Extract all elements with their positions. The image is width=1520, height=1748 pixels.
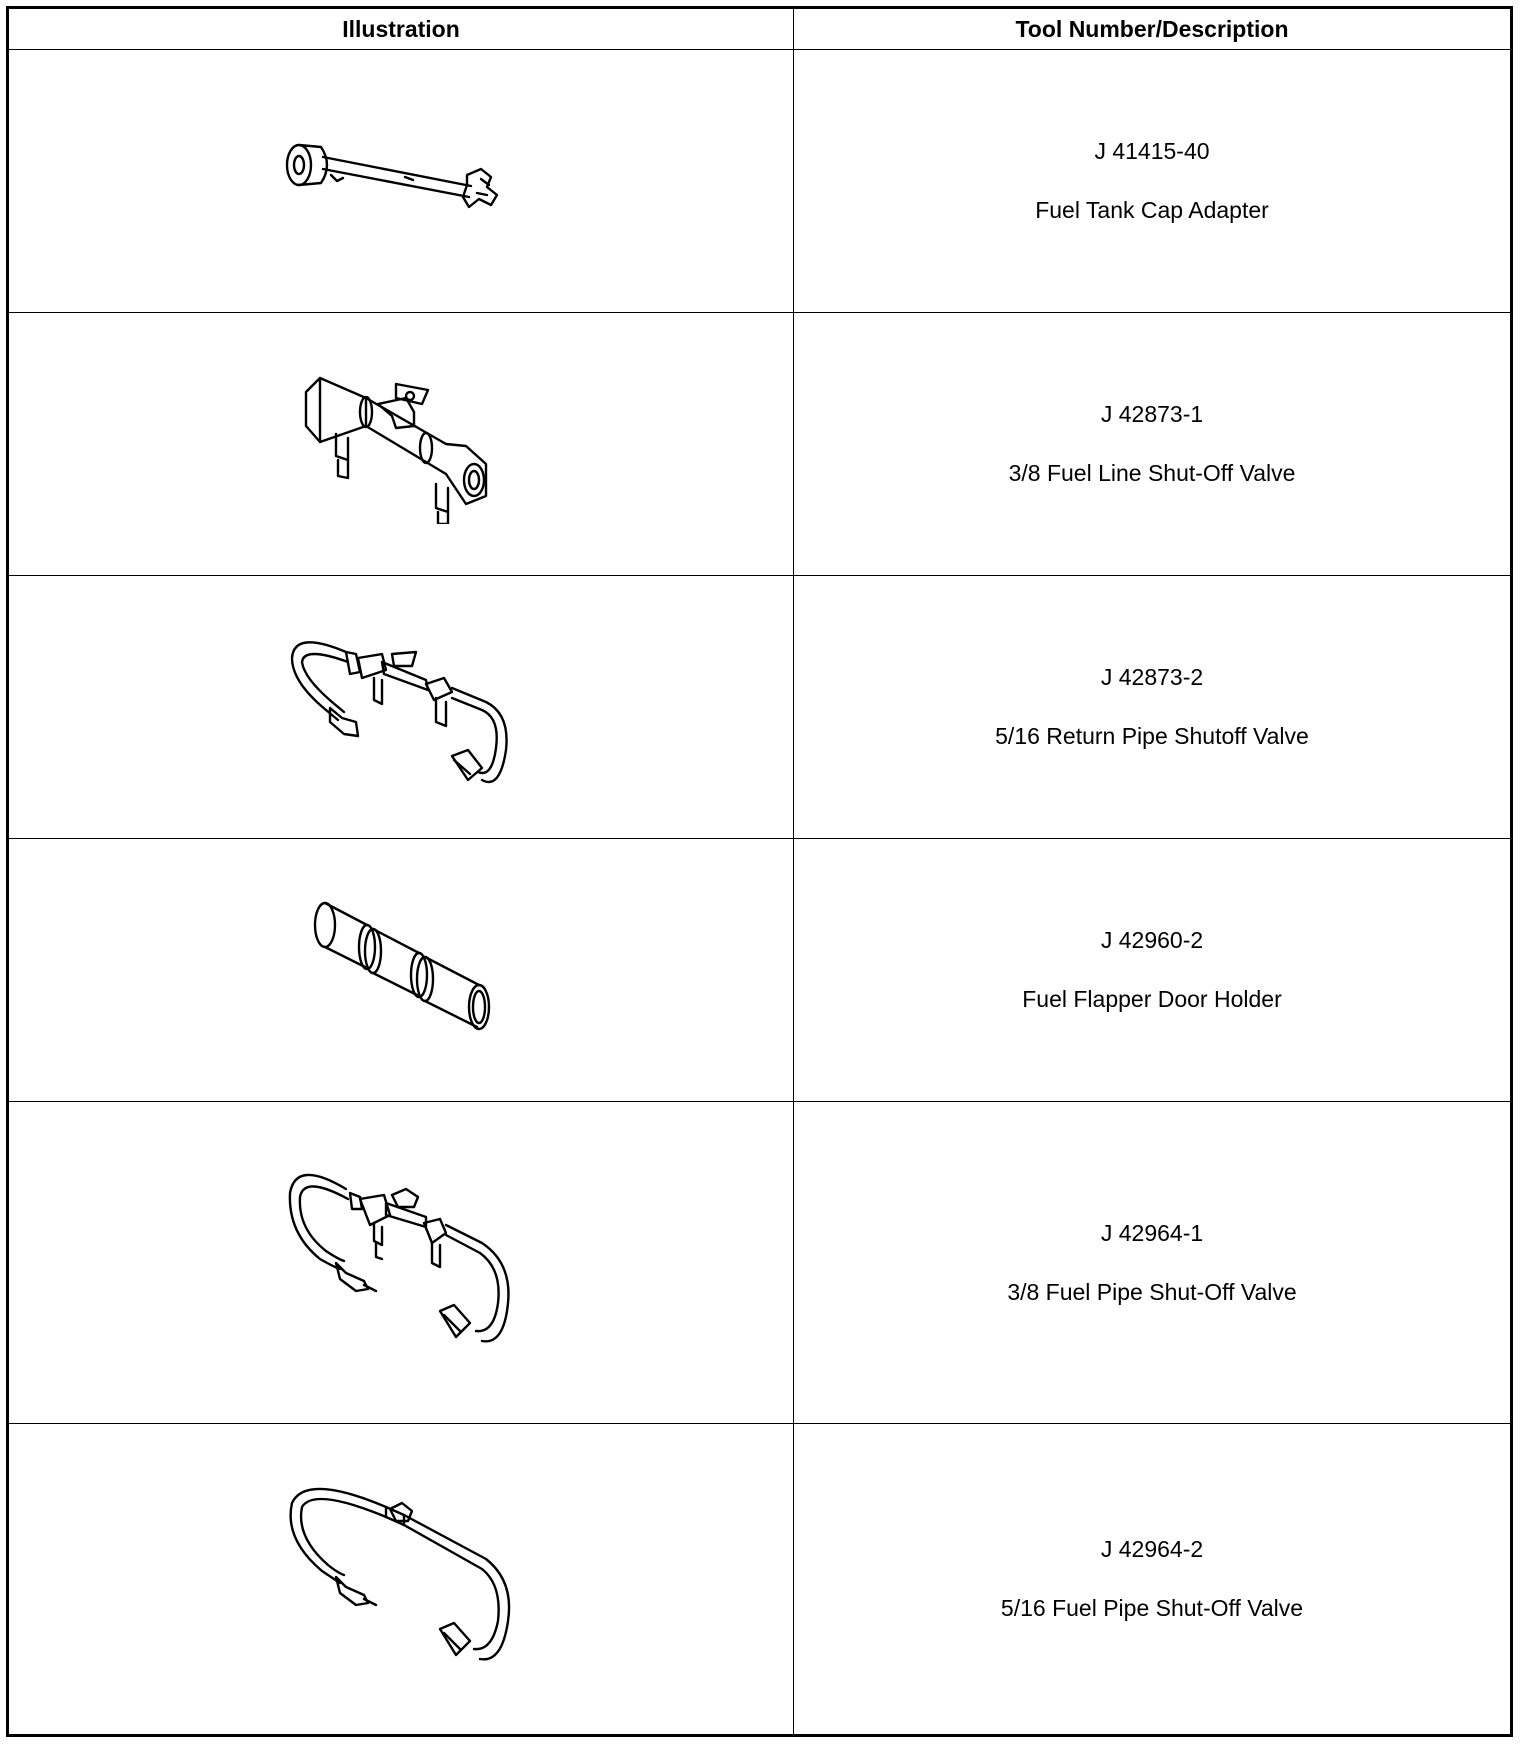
tool-description-cell (794, 1102, 1510, 1424)
tool-number: J 41415-40 (1094, 138, 1210, 164)
illustration-cell (9, 1102, 794, 1424)
tool-number: J 42964-2 (1100, 1536, 1204, 1562)
illustration-cell (9, 839, 794, 1102)
tool-number: J 42964-1 (1100, 1219, 1204, 1246)
tool-description: 3/8 Fuel Pipe Shut-Off Valve (1007, 1278, 1297, 1305)
tool-description-cell (794, 576, 1510, 839)
fuel-pipe-shutoff-valve-illustration (286, 1163, 516, 1363)
tool-description: 5/16 Return Pipe Shutoff Valve (995, 723, 1309, 749)
tool-description-cell (794, 839, 1510, 1102)
illustration-cell (9, 576, 794, 839)
tool-description: 3/8 Fuel Line Shut-Off Valve (1008, 460, 1296, 486)
tool-number: J 42873-1 (1100, 401, 1204, 427)
tools-table (6, 6, 1513, 1737)
tool-number: J 42960-2 (1100, 927, 1204, 953)
return-pipe-shutoff-valve-illustration (286, 622, 516, 792)
tool-number: J 42873-2 (1100, 664, 1204, 690)
illustration-cell (9, 50, 794, 313)
tool-description: Fuel Tank Cap Adapter (1035, 197, 1269, 223)
header-illustration: Illustration (9, 9, 794, 50)
tool-description: Fuel Flapper Door Holder (1022, 986, 1282, 1012)
fuel-line-shutoff-valve-illustration (296, 364, 506, 524)
tool-description-cell (794, 50, 1510, 313)
fuel-pipe-shutoff-valve-illustration (286, 1479, 516, 1679)
flapper-door-holder-illustration (301, 895, 501, 1045)
tool-description-cell (794, 1424, 1510, 1734)
illustration-cell (9, 313, 794, 576)
fuel-tank-cap-adapter-illustration (281, 131, 521, 231)
tool-description-cell (794, 313, 1510, 576)
tool-description: 5/16 Fuel Pipe Shut-Off Valve (1000, 1595, 1304, 1621)
header-tool-number: Tool Number/Description (794, 9, 1510, 50)
illustration-cell (9, 1424, 794, 1734)
